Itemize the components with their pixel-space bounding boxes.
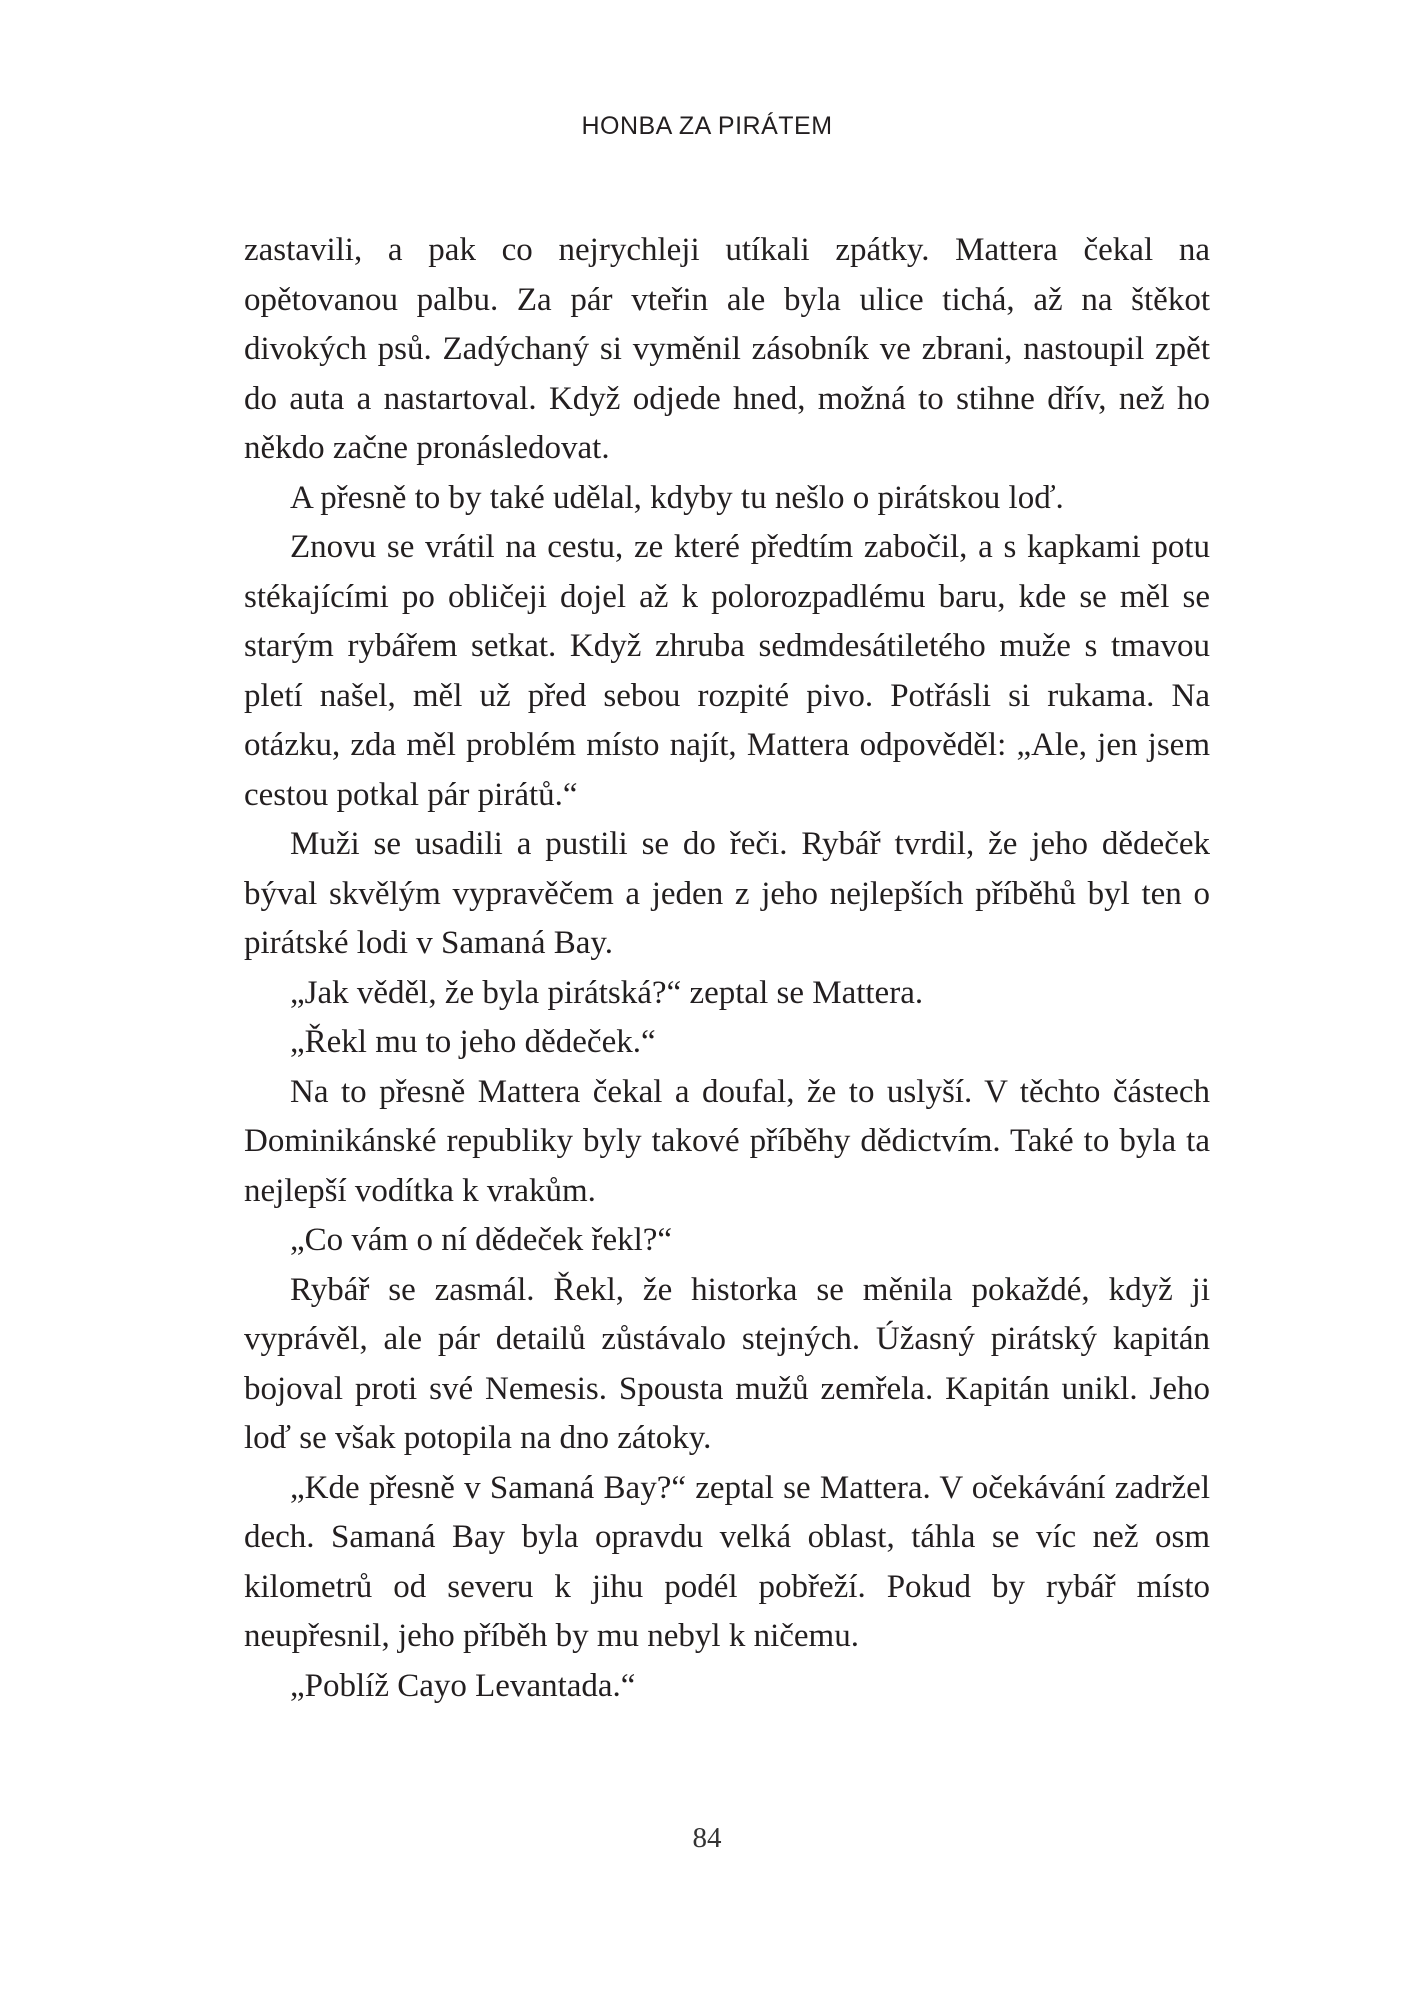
- paragraph: Muži se usadili a pustili se do řeči. Rybář tvrdil, že jeho dědeček býval skvělým vypravěčem a jeden z jeho nejlepších příběhů byl ten o pirátské lodi v Samaná Bay.: [244, 826, 1210, 961]
- dialogue-line: „Co vám o ní dědeček řekl?“: [290, 1222, 673, 1258]
- dialogue-line: „Poblíž Cayo Levantada.“: [290, 1667, 636, 1704]
- body-text: [244, 226, 1210, 1711]
- page-number: 84: [692, 1822, 722, 1854]
- paragraph-continued: zastavili, a pak co nejrychleji utíkali zpátky. Mattera čekal na opětovanou palbu. Za pár vteřin ale byla ulice tichá, až na štěkot divokých psů. Zadýchaný si vyměnil zásobník ve zbrani, nastoupil zpět do auta a nastartoval. Když odjede hned, možná to stihne dřív, než ho někdo začne pronásledovat.: [244, 232, 1210, 466]
- dialogue-line: „Řekl mu to jeho dědeček.“: [290, 1024, 656, 1060]
- dialogue-line: „Jak věděl, že byla pirátská?“ zeptal se Mattera.: [290, 974, 924, 1011]
- paragraph: A přesně to by také udělal, kdyby tu nešlo o pirátskou loď.: [290, 479, 1064, 516]
- paragraph: Znovu se vrátil na cestu, ze které předtím zabočil, a s kapkami potu stékajícími po obličeji dojel až k polorozpadlému baru, kde se měl se starým rybářem setkat. Když zhruba sedmdesátiletého muže s tmavou pletí našel, měl už před sebou rozpité pivo. Potřásli si rukama. Na otázku, zda měl problém místo najít, Mattera odpověděl: „Ale, jen jsem cestou potkal pár pirátů.“: [244, 529, 1210, 813]
- paragraph: Rybář se zasmál. Řekl, že historka se měnila pokaždé, když ji vyprávěl, ale pár detailů zůstávalo stejných. Úžasný pirátský kapitán bojoval proti své Nemesis. Spousta mužů zemřela. Kapitán unikl. Jeho loď se však potopila na dno zátoky.: [244, 1271, 1210, 1456]
- running-head-title: HONBA ZA PIRÁTEM: [581, 112, 833, 140]
- paragraph: „Kde přesně v Samaná Bay?“ zeptal se Mattera. V očekávání zadržel dech. Samaná Bay byla opravdu velká oblast, táhla se víc než osm kilometrů od severu k jihu podél pobřeží. Pokud by rybář místo neupřesnil, jeho příběh by mu nebyl k ničemu.: [244, 1469, 1210, 1654]
- paragraph: Na to přesně Mattera čekal a doufal, že to uslyší. V těchto částech Dominikánské republiky byly takové příběhy dědictvím. Také to byla ta nejlepší vodítka k vrakům.: [244, 1073, 1210, 1209]
